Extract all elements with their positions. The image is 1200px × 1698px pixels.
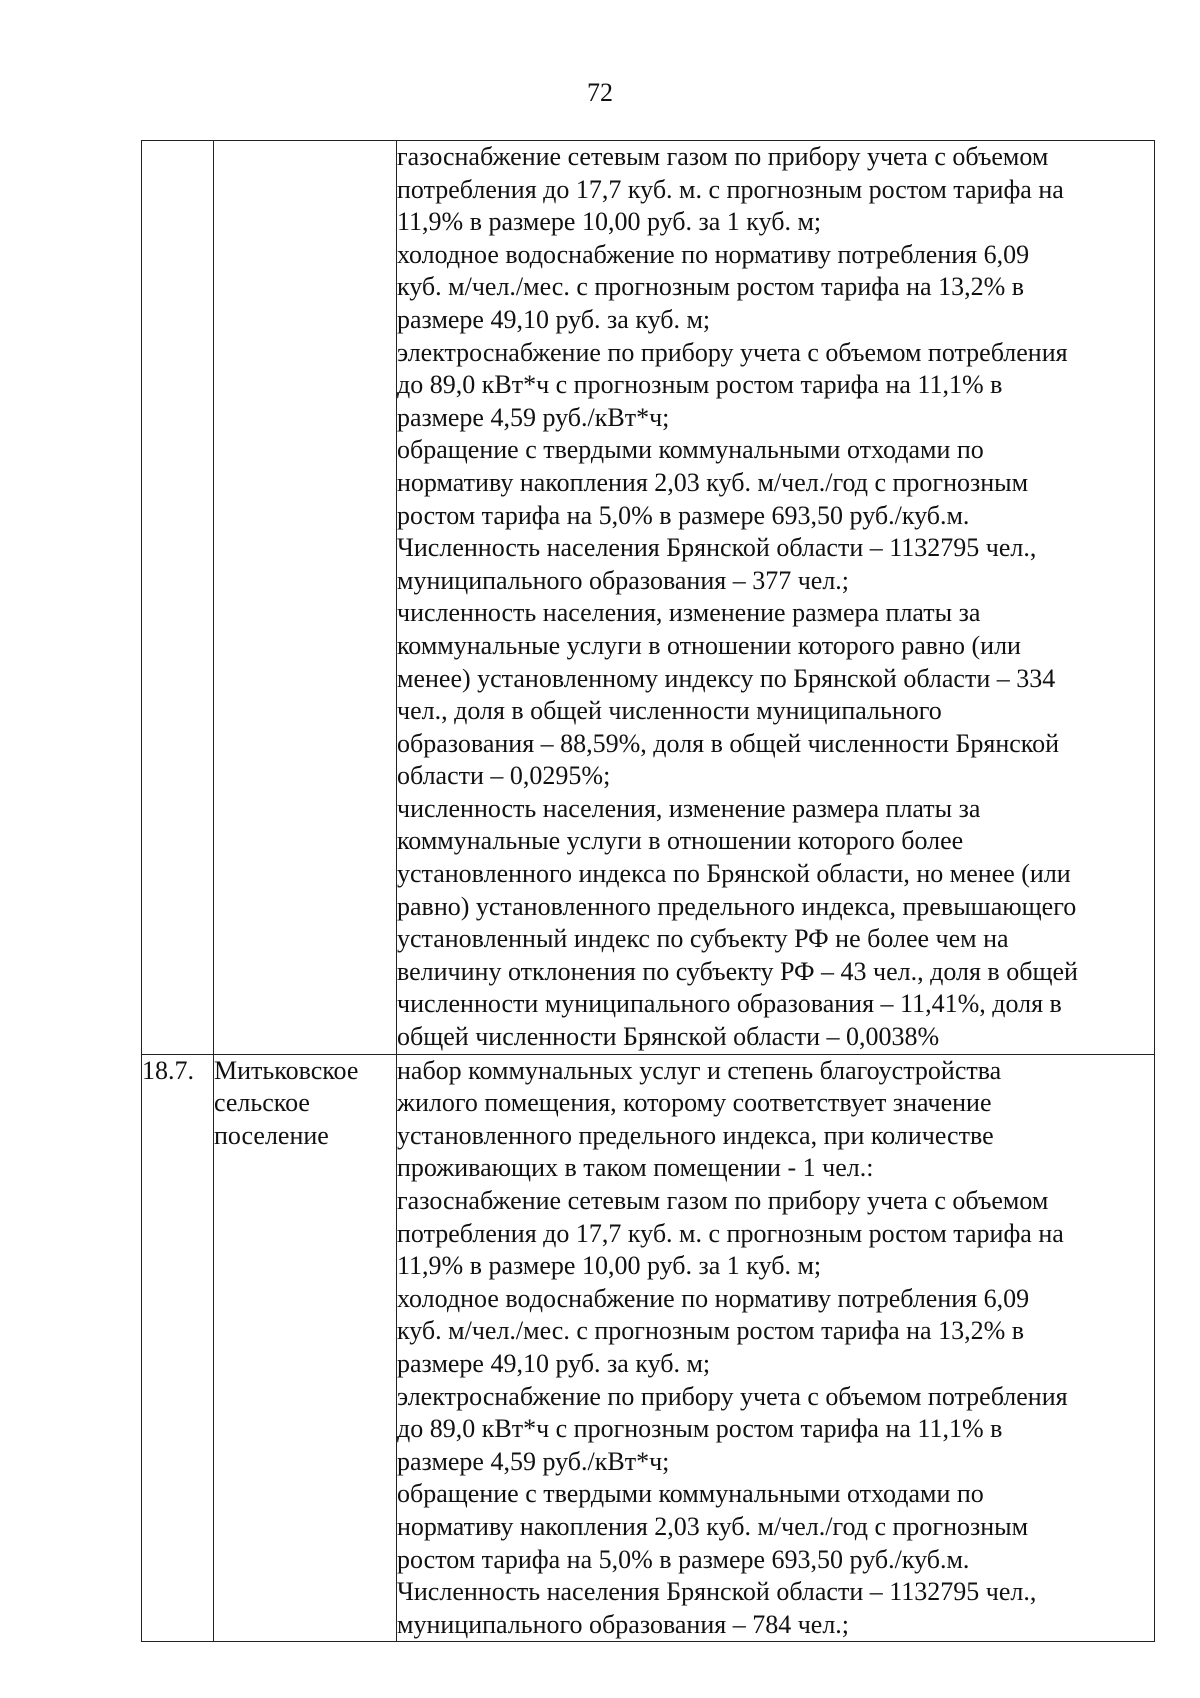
row-number-cell <box>142 1054 214 1642</box>
description-line: ростом тарифа на 5,0% в размере 693,50 руб./куб.м. <box>397 500 970 530</box>
description-line: куб. м/чел./мес. с прогнозным ростом тарифа на 13,2% в <box>397 272 1025 302</box>
description-line: размере 49,10 руб. за куб. м; <box>397 1348 711 1378</box>
municipality-name-line: сельское <box>214 1088 310 1118</box>
municipality-name-cell <box>214 141 397 1055</box>
description-line: холодное водоснабжение по нормативу потребления 6,09 <box>397 239 1030 269</box>
description-line: размере 4,59 руб./кВт*ч; <box>397 1446 670 1476</box>
description-line: потребления до 17,7 куб. м. с прогнозным ростом тарифа на <box>397 1218 1064 1248</box>
description-line: муниципального образования – 784 чел.; <box>397 1609 850 1639</box>
description-line: 11,9% в размере 10,00 руб. за 1 куб. м; <box>397 207 822 237</box>
description-cell <box>397 1054 1155 1642</box>
description-line: электроснабжение по прибору учета с объемом потребления <box>397 1381 1068 1411</box>
description-line: величину отклонения по субъекту РФ – 43 чел., доля в общей <box>397 956 1078 986</box>
description-line: до 89,0 кВт*ч с прогнозным ростом тарифа на 11,1% в <box>397 1414 1003 1444</box>
description-line: набор коммунальных услуг и степень благоустройства <box>397 1055 1002 1085</box>
description-line: нормативу накопления 2,03 куб. м/чел./год с прогнозным <box>397 1511 1029 1541</box>
description-line: муниципального образования – 377 чел.; <box>397 565 850 595</box>
description-line: чел., доля в общей численности муниципального <box>397 696 942 726</box>
municipality-name-cell <box>214 1054 397 1642</box>
description-line: общей численности Брянской области – 0,0038% <box>397 1022 940 1052</box>
description-line: коммунальные услуги в отношении которого более <box>397 826 964 856</box>
tariff-table <box>141 140 1155 1642</box>
description-line: численность населения, изменение размера платы за <box>397 793 981 823</box>
description-line: газоснабжение сетевым газом по прибору учета с объемом <box>397 142 1049 171</box>
description-line: области – 0,0295%; <box>397 761 611 791</box>
description-line: холодное водоснабжение по нормативу потребления 6,09 <box>397 1283 1030 1313</box>
description-line: проживающих в таком помещении - 1 чел.: <box>397 1153 874 1183</box>
table-body <box>142 141 1155 1642</box>
description-line: электроснабжение по прибору учета с объемом потребления <box>397 337 1068 367</box>
description-line: жилого помещения, которому соответствует значение <box>397 1088 992 1118</box>
description-line: газоснабжение сетевым газом по прибору учета с объемом <box>397 1186 1049 1215</box>
description-line: Численность населения Брянской области – 1132795 чел., <box>397 1577 1037 1607</box>
description-line: численности муниципального образования – 11,41%, доля в <box>397 989 1062 1019</box>
row-number-cell <box>142 141 214 1055</box>
description-line: Численность населения Брянской области – 1132795 чел., <box>397 533 1037 563</box>
description-line: коммунальные услуги в отношении которого равно (или <box>397 630 1021 660</box>
description-line: размере 49,10 руб. за куб. м; <box>397 304 711 334</box>
description-line: нормативу накопления 2,03 куб. м/чел./год с прогнозным <box>397 467 1029 497</box>
table-row <box>142 1054 1155 1642</box>
description-line: обращение с твердыми коммунальными отходами по <box>397 1479 984 1509</box>
description-line: установленного индекса по Брянской области, но менее (или <box>397 859 1071 889</box>
description-line: потребления до 17,7 куб. м. с прогнозным ростом тарифа на <box>397 174 1064 204</box>
description-line: численность населения, изменение размера платы за <box>397 598 981 628</box>
description-line: обращение с твердыми коммунальными отходами по <box>397 435 984 465</box>
table-row <box>142 141 1155 1055</box>
page-number: 72 <box>587 78 613 107</box>
description-line: установленного предельного индекса, при количестве <box>397 1120 994 1150</box>
description-line: размере 4,59 руб./кВт*ч; <box>397 402 670 432</box>
description-line: до 89,0 кВт*ч с прогнозным ростом тарифа на 11,1% в <box>397 370 1003 400</box>
description-line: образования – 88,59%, доля в общей численности Брянской <box>397 728 1060 758</box>
description-line: 11,9% в размере 10,00 руб. за 1 куб. м; <box>397 1251 822 1281</box>
description-line: менее) установленному индексу по Брянской области – 334 <box>397 663 1056 693</box>
municipality-name-line: Митьковское <box>214 1055 359 1085</box>
description-line: установленный индекс по субъекту РФ не более чем на <box>397 924 1009 954</box>
municipality-name-line: поселение <box>214 1120 329 1150</box>
description-cell <box>397 141 1155 1055</box>
description-line: куб. м/чел./мес. с прогнозным ростом тарифа на 13,2% в <box>397 1316 1025 1346</box>
description-line: равно) установленного предельного индекса, превышающего <box>397 891 1077 921</box>
description-line: ростом тарифа на 5,0% в размере 693,50 руб./куб.м. <box>397 1544 970 1574</box>
row-number: 18.7. <box>142 1055 194 1085</box>
